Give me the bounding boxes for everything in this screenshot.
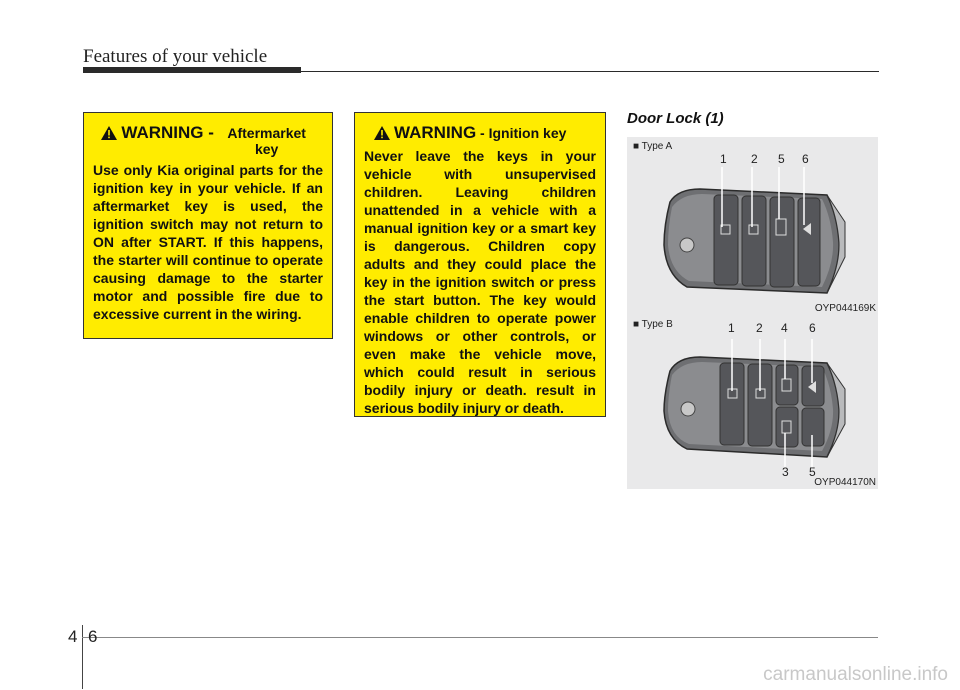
warning-word: WARNING - (121, 123, 219, 142)
warning-body: Never leave the keys in your vehicle with unsupervised children. Leaving children unattended in a vehicle with a manual ignition key or a smart key is dangerous. Children copy adults and they could place the key in the ignition switch or press the start button. The key would enable children to operate power windows or other controls, or even make the vehicle move, which could result in serious bodily injury or death. result in serious bodily injury or death. (364, 148, 596, 416)
smart-key-fob-illustration (652, 339, 852, 469)
watermark: carmanualsonline.info (763, 664, 948, 685)
figure-type-label: ■ Type B (633, 319, 673, 330)
figure-type-b (627, 317, 878, 489)
warning-box-aftermarket-key (83, 112, 333, 339)
callout-number: 5 (778, 152, 785, 166)
callout-number: 1 (720, 152, 727, 166)
page-number: 6 (88, 627, 98, 646)
callout-number: 2 (756, 321, 763, 335)
footer-divider-horizontal (82, 637, 878, 638)
warning-heading (93, 123, 323, 157)
callout-number: 2 (751, 152, 758, 166)
section-title: Door Lock (1) (627, 110, 724, 127)
figure-type-a (627, 137, 878, 317)
warning-triangle-icon (374, 126, 390, 140)
chapter-number: 4 (68, 627, 78, 646)
smart-key-fob-illustration (652, 167, 852, 303)
figure-code: OYP044170N (814, 477, 876, 488)
warning-body: Use only Kia original parts for the ignition key in your vehicle. If an aftermarket key is used, the ignition switch may not return to ON after START. If this happens, the starter will continue to operate causing damage to the starter motor and possible fire due to excessive current in the wiring. (93, 162, 323, 322)
warning-box-ignition-key (354, 112, 606, 417)
warning-triangle-icon (101, 126, 117, 140)
callout-number: 3 (782, 465, 789, 479)
header-rule-thick (83, 67, 301, 73)
callout-number: 5 (809, 465, 816, 479)
callout-number: 6 (809, 321, 816, 335)
footer-divider-vertical (82, 625, 83, 689)
figure-type-label: ■ Type A (633, 141, 673, 152)
page-header-title: Features of your vehicle (83, 46, 268, 67)
callout-number: 1 (728, 321, 735, 335)
warning-word: WARNING (394, 123, 477, 142)
figure-code: OYP044169K (814, 303, 876, 314)
header-rule (83, 71, 879, 72)
warning-subtitle: Aftermarket key (227, 125, 306, 157)
warning-heading (364, 123, 596, 143)
callout-number: 6 (802, 152, 809, 166)
warning-subtitle: - Ignition key (476, 125, 567, 141)
callout-number: 4 (781, 321, 788, 335)
